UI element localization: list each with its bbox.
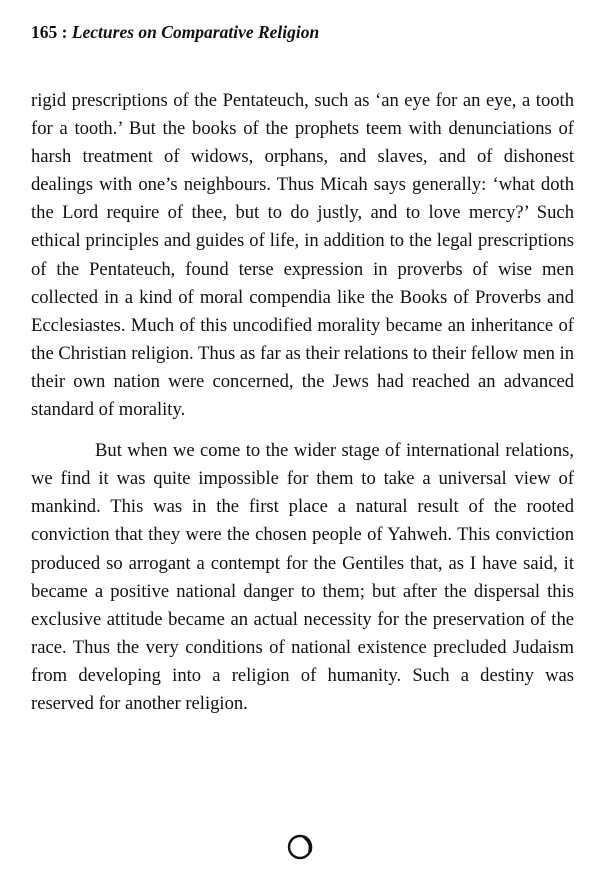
page-number: 165 — [31, 22, 58, 42]
running-head — [31, 22, 319, 43]
circle-ornament-icon — [285, 832, 315, 862]
paragraph-1: rigid prescriptions of the Pentateuch, such as ‘an eye for an eye, a tooth for a tooth.’ But the books of the prophets teem with denunciations of harsh treatment of widows, orphans, and slaves, and of dishonest dealings with one’s neighbours. Thus Micah says generally: ‘what doth the Lord require of thee, but to do justly, and to love mercy?’ Such ethical principles and guides of life, in addition to the legal prescriptions of the Pentateuch, found terse expression in proverbs of wise men collected in a kind of moral compendia like the Books of Proverbs and Ecclesiastes. Much of this uncodified morality became an inheritance of the Christian religion. Thus as far as their relations to their fellow men in their own nation were concerned, the Jews had reached an advanced standard of morality. — [31, 90, 574, 421]
header-separator: : — [57, 22, 72, 42]
paragraph-2: But when we come to the wider stage of international relations, we find it was quite impossible for them to take a universal view of mankind. This was in the first place a natural result of the rooted conviction that they were the chosen people of Yahweh. This conviction produced so arrogant a contempt for the Gentiles that, as I have said, it became a positive national danger to them; but after the dispersal this exclusive attitude became an actual necessity for the preservation of the race. Thus the very conditions of national existence precluded Judaism from developing into a religion of humanity. Such a destiny was reserved for another religion. — [31, 440, 574, 714]
body-text — [31, 87, 574, 718]
book-title: Lectures on Comparative Religion — [71, 22, 320, 42]
